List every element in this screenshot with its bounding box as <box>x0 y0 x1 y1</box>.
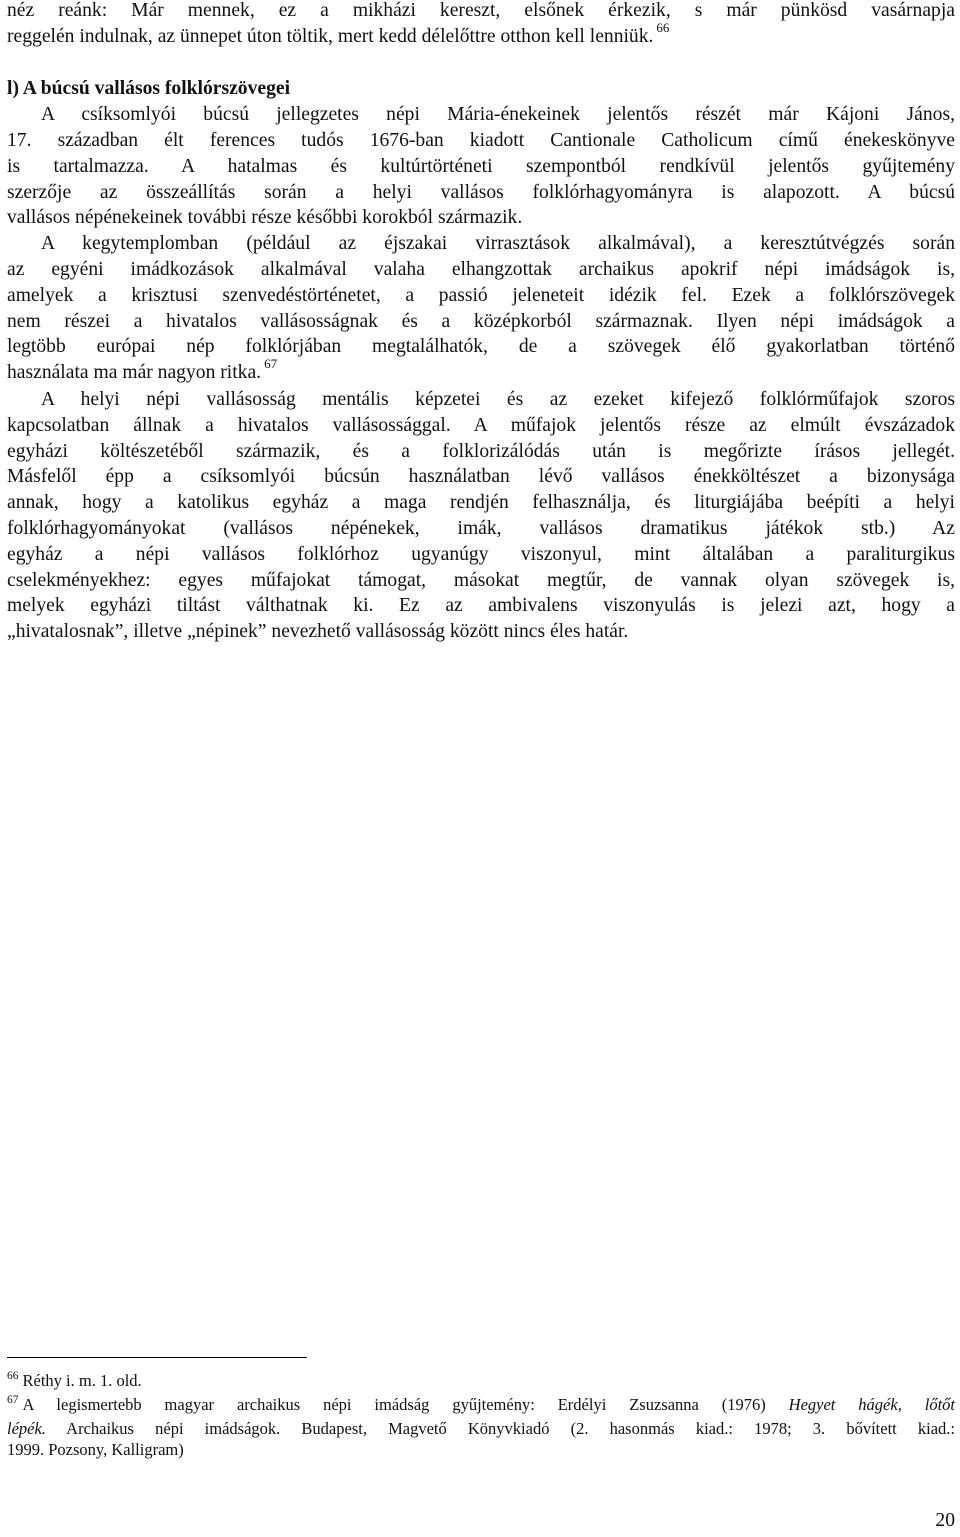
footnote-text: Réthy i. m. 1. old. <box>22 1371 142 1390</box>
text-line: az egyéni imádkozások alkalmával valaha elhangzottak archaikus apokrif népi imádságok is, <box>7 258 955 280</box>
text-line: A helyi népi vallásosság mentális képzetei és az ezeket kifejező folklórműfajok szoros <box>41 388 955 410</box>
text-line: szerzője az összeállítás során a helyi vallásos folklórhagyományra is alapozott. A búcsú <box>7 181 955 203</box>
text-line: vallásos népénekeinek további része későbbi korokból származik. <box>7 207 523 229</box>
book-title-cont: lépék. <box>7 1419 46 1438</box>
footnote-ref-66: 66 <box>656 19 670 35</box>
text-line: kapcsolatban állnak a hivatalos vallásossággal. A műfajok jelentős része az elmúlt évszázadok <box>7 414 955 436</box>
text-line: annak, hogy a katolikus egyház a maga rendjén felhasználja, és liturgiájába beépíti a helyi <box>7 492 955 514</box>
text-line: egyház a népi vallásos folklórhoz ugyanúgy viszonyul, mint általában a paraliturgikus <box>7 543 955 565</box>
book-title: Hegyet hágék, lőtőt <box>788 1395 956 1414</box>
text-line: A csíksomlyói búcsú jellegzetes népi Mária-énekeinek jelentős részét már Kájoni János, <box>41 104 955 126</box>
page-number: 20 <box>935 1510 955 1531</box>
body-text <box>7 0 955 645</box>
text-line: melyek egyházi tiltást válthatnak ki. Ez az ambivalens viszonyulás is jelezi azt, hogy a <box>7 595 955 617</box>
footnote-number: 66 <box>7 1370 19 1382</box>
footnote-67 <box>7 1394 955 1418</box>
text-line: egyházi költészetéből származik, és a folklorizálódás után is megőrizte írásos jellegét. <box>7 440 955 462</box>
text-line: Másfelől épp a csíksomlyói búcsún használatban lévő vallásos énekköltészet a bizonysága <box>7 466 955 488</box>
footnote-text: Archaikus népi imádságok. Budapest, Magvető Könyvkiadó (2. hasonmás kiad.: 1978; 3. bővített kiad.: <box>45 1419 955 1438</box>
text-line: legtöbb európai nép folklórjában megtalálhatók, de a szövegek élő gyakorlatban történő <box>7 336 955 358</box>
footnote-67-end: 1999. Pozsony, Kalligram) <box>7 1440 184 1459</box>
text-line: néz reánk: Már mennek, ez a mikházi kereszt, elsőnek érkezik, s már pünkösd vasárnapja <box>7 0 955 21</box>
text-line: nem részei a hivatalos vallásosságnak és a középkorból származnak. Ilyen népi imádságok a <box>7 310 955 332</box>
text-line: A kegytemplomban (például az éjszakai virrasztások alkalmával), a keresztútvégzés során <box>41 233 955 255</box>
footnotes <box>7 1370 955 1460</box>
text-line: reggelén indulnak, az ünnepet úton töltik, mert kedd délelőttre otthon kell lenniük. $^{66}$ <box>7 19 670 47</box>
text-line: amelyek a krisztusi szenvedéstörténetet, a passió jeleneteit idézik fel. Ezek a folklórszövegek <box>7 284 955 306</box>
text-line: folklórhagyományokat (vallásos népénekek, imák, vallásos dramatikus játékok stb.) Az <box>7 517 955 539</box>
text-line: 17. században élt ferences tudós 1676-ban kiadott Cantionale Catholicum című énekeskönyve <box>7 129 955 151</box>
section-heading: l) A búcsú vallásos folklórszövegei <box>7 78 291 100</box>
footnote-ref-67: 67 <box>264 356 278 372</box>
text-line: használata ma már nagyon ritka. $^{67}$ <box>7 356 278 384</box>
footnote-text: A legismertebb magyar archaikus népi imádság gyűjtemény: Erdélyi Zsuzsanna (1976) <box>22 1395 789 1414</box>
text-line: cselekményekhez: egyes műfajokat támogat, másokat megtűr, de vannak olyan szövegek is, <box>7 569 955 591</box>
footnote-67-cont <box>7 1418 955 1439</box>
text-line: is tartalmazza. A hatalmas és kultúrtörténeti szempontból rendkívül jelentős gyűjtemény <box>7 155 955 177</box>
footnote-66 <box>7 1370 955 1394</box>
spacer <box>7 51 955 77</box>
footnote-separator <box>7 1357 307 1358</box>
footnote-number: 67 <box>7 1394 19 1406</box>
text-line: „hivatalosnak”, illetve „népinek” nevezhető vallásosság között nincs éles határ. <box>7 621 629 643</box>
